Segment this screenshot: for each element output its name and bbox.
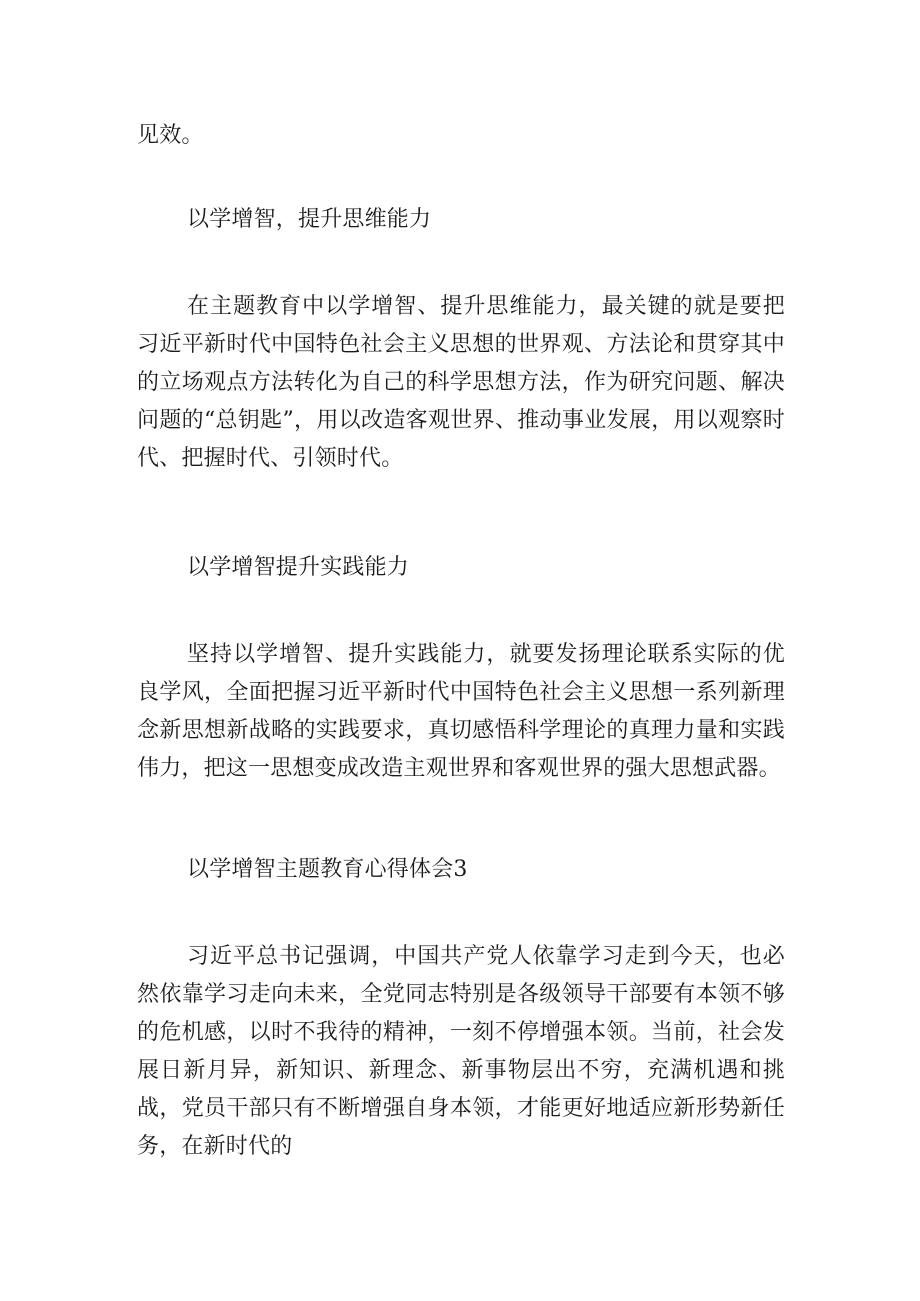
section-paragraph: 坚持以学增智、提升实践能力，就要发扬理论联系实际的优良学风，全面把握习近平新时代中国特色社会主义思想一系列新理念新思想新战略的实践要求，真切感悟科学理论的真理力量和实践伟力，把这一思想变成改造主观世界和客观世界的强大思想武器。 xyxy=(137,642,785,781)
section-heading: 以学增智主题教育心得体会3 xyxy=(187,857,468,882)
section-heading: 以学增智，提升思维能力 xyxy=(187,207,432,232)
section-paragraph: 习近平总书记强调，中国共产党人依靠学习走到今天，也必然依靠学习走向未来，全党同志特别是各级领导干部要有本领不够的危机感，以时不我待的精神，一刻不停增强本领。当前，社会发展日新月异，新知识、新理念、新事物层出不穷，充满机遇和挑战，党员干部只有不断增强自身本领，才能更好地适应新形势新任务，在新时代的 xyxy=(137,944,785,1159)
section-heading: 以学增智提升实践能力 xyxy=(187,555,410,580)
section-paragraph: 在主题教育中以学增智、提升思维能力，最关键的就是要把习近平新时代中国特色社会主义思想的世界观、方法论和贯穿其中的立场观点方法转化为自己的科学思想方法，作为研究问题、解决问题的“总钥匙”，用以改造客观世界、推动事业发展，用以观察时代、把握时代、引领时代。 xyxy=(137,294,785,471)
continuation-text: 见效。 xyxy=(137,123,204,148)
